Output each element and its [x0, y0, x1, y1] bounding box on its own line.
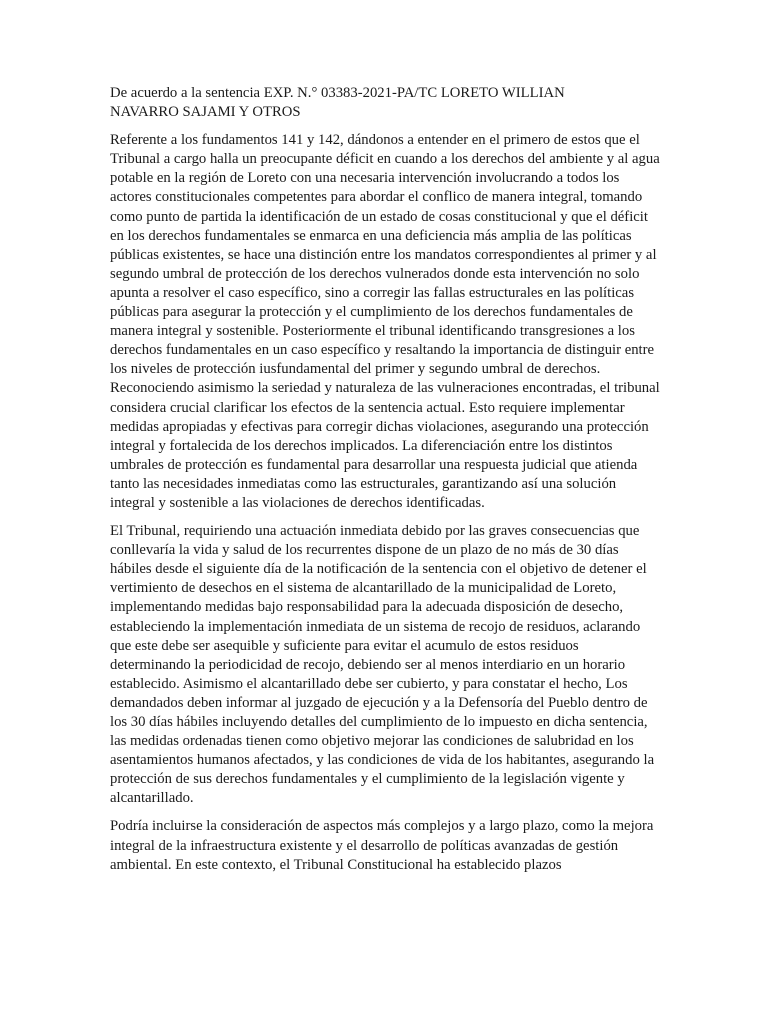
document-body [110, 84, 660, 884]
paragraph-2: El Tribunal, requiriendo una actuación inmediata debido por las graves consecuencias que conllevaría la vida y salud de los recurrentes dispone de un plazo de no más de 30 días hábiles desde el siguiente día de la notificación de la sentencia con el objetivo de detener el vertimiento de desechos en el sistema de alcantarillado de la municipalidad de Loreto, implementando medidas bajo responsabilidad para la adecuada disposición de desecho, estableciendo la implementación inmediata de un sistema de recojo de residuos, aclarando que este debe ser asequible y suficiente para evitar el acumulo de estos residuos determinando la periodicidad de recojo, debiendo ser al menos interdiario en un horario establecido. Asimismo el alcantarillado debe ser cubierto, y para constatar el hecho, Los demandados deben informar al juzgado de ejecución y a la Defensoría del Pueblo dentro de los 30 días hábiles incluyendo detalles del cumplimiento de lo impuesto en dicha sentencia, las medidas ordenadas tienen como objetivo mejorar las condiciones de salubridad en los asentamientos humanos afectados, y las condiciones de vida de los habitantes, asegurando la protección de sus derechos fundamentales y el cumplimiento de la legislación vigente y alcantarillado. [110, 523, 655, 807]
paragraph-1: Referente a los fundamentos 141 y 142, dándonos a entender en el primero de estos que el Tribunal a cargo halla un preocupante déficit en cuando a los derechos del ambiente y al agua potable en la región de Loreto con una necesaria intervención involucrando a todos los actores constitucionales competentes para abordar el conflico de manera integral, tomando como punto de partida la identificación de un estado de cosas constitucional y que el déficit en los derechos fundamentales se enmarca en una deficiencia más amplia de las políticas públicas existentes, se hace una distinción entre los mandatos correspondientes al primer y al segundo umbral de protección de los derechos vulnerados donde esta intervención no solo apunta a resolver el caso específico, sino a corregir las fallas estructurales en las políticas públicas para asegurar la protección y el cumplimiento de los derechos fundamentales de manera integral y sostenible. Posteriormente el tribunal identificando transgresiones a los derechos fundamentales en un caso específico y resaltando la importancia de distinguir entre los niveles de protección iusfundamental del primer y segundo umbral de derechos. Reconociendo asimismo la seriedad y naturaleza de las vulneraciones encontradas, el tribunal considera crucial clarificar los efectos de la sentencia actual. Esto requiere implementar medidas apropiadas y efectivas para corregir dichas violaciones, asegurando una protección integral y fortalecida de los derechos implicados. La diferenciación entre los distintos umbrales de protección es fundamental para desarrollar una respuesta judicial que atienda tanto las necesidades inmediatas como las estructurales, garantizando así una solución integral y sostenible a las violaciones de derechos identificadas. [110, 132, 660, 511]
document-heading: De acuerdo a la sentencia EXP. N.° 03383-2021-PA/TC LORETO WILLIAN NAVARRO SAJAMI Y OTROS [110, 85, 565, 121]
paragraph-3: Podría incluirse la consideración de aspectos más complejos y a largo plazo, como la mejora integral de la infraestructura existente y el desarrollo de políticas avanzadas de gestión ambiental. En este contexto, el Tribunal Constitucional ha establecido plazos [110, 818, 654, 873]
